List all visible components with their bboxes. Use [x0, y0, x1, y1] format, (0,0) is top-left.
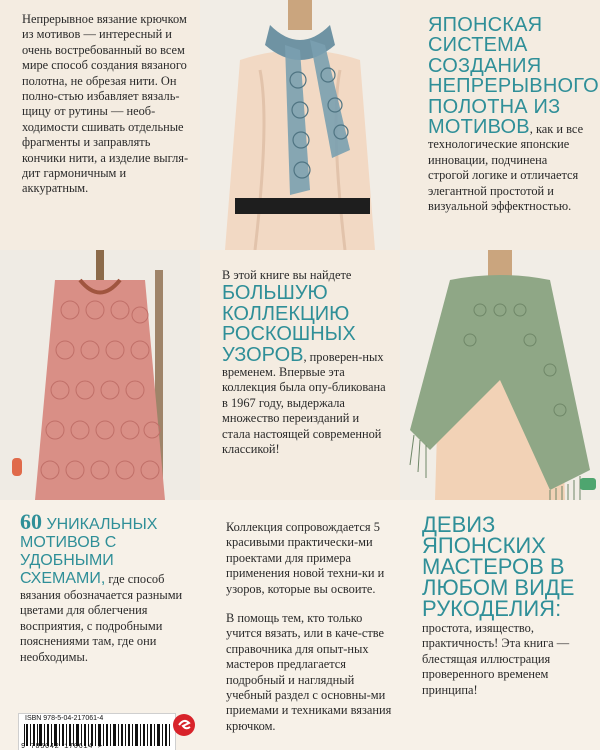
japanese-system-cell	[400, 0, 600, 250]
barcode-digits: 9 785042 170614 >	[21, 743, 103, 750]
motifs-text: где способ вязания обозначается разными цветами для облегчения восприятия, с подробными пояснениями там, где они необходимы.	[20, 572, 183, 664]
pink-dress-photo	[0, 250, 200, 500]
motto-heading: ДЕВИЗ ЯПОНСКИХ МАСТЕРОВ В ЛЮБОМ ВИДЕ РУКОДЕЛИЯ:	[422, 512, 575, 621]
projects-paragraph-2: В помощь тем, кто только учится вязать, или в каче-стве справочника для опыт-ных мастеров предлагается подробный и наглядный учебный раздел с основны-ми приемами и техниками вязания крючком.	[226, 611, 392, 733]
intro-cell	[0, 0, 200, 250]
motto-text: простота, изящество, практичность! Эта книга — блестящая иллюстрация проверенного временем принципа!	[422, 621, 570, 697]
motifs-number: 60	[20, 509, 42, 534]
japanese-system-text: , как и все технологические японские инновации, подчинена строгой логике и отличается элегантной простотой и визуальной эффектностью.	[428, 122, 584, 214]
projects-paragraph-1: Коллекция сопровождается 5 красивыми практически-ми проектами для примера применения новой техни-ки и узоров, которые вы освоите.	[226, 520, 385, 596]
projects-cell	[200, 500, 400, 750]
isbn-barcode	[18, 713, 176, 750]
motto-cell	[400, 500, 600, 750]
japanese-system-heading: ЯПОНСКАЯ СИСТЕМА СОЗДАНИЯ НЕПРЕРЫВНОГО ПОЛОТНА ИЗ МОТИВОВ	[428, 14, 599, 139]
green-shawl-photo	[400, 250, 600, 500]
intro-text: Непрерывное вязание крючком из мотивов — интересный и очень востребованный во всем мире способ создания вязаного полотна, не обрезая нити. Он полно-стью избавляет вязаль-щицу от рутины — необ-ходимости сшивать отдельные фрагменты и заправлять кончики нити, а изделие выгля-дит гармоничным и аккуратным.	[22, 12, 189, 196]
blue-scarf-photo	[200, 0, 400, 250]
isbn-label: ISBN 978-5-04-217061-4	[25, 715, 104, 722]
blue-scarf-illustration	[200, 0, 400, 250]
publisher-logo-icon	[172, 713, 196, 737]
motifs-heading: УНИКАЛЬНЫХ МОТИВОВ С УДОБНЫМИ СХЕМАМИ,	[20, 516, 158, 587]
collection-cell	[200, 250, 400, 500]
collection-heading: БОЛЬШУЮ КОЛЛЕКЦИЮ РОСКОШНЫХ УЗОРОВ	[222, 282, 356, 366]
green-shawl-illustration	[400, 250, 600, 500]
collection-lead: В этой книге вы найдете	[222, 268, 352, 282]
collection-text: , проверен-ных временем. Впервые эта коллекция была опу-бликована в 1967 году, выдержала множество переизданий и стала настоящей современной классикой!	[222, 349, 386, 457]
pink-dress-illustration	[0, 250, 200, 500]
